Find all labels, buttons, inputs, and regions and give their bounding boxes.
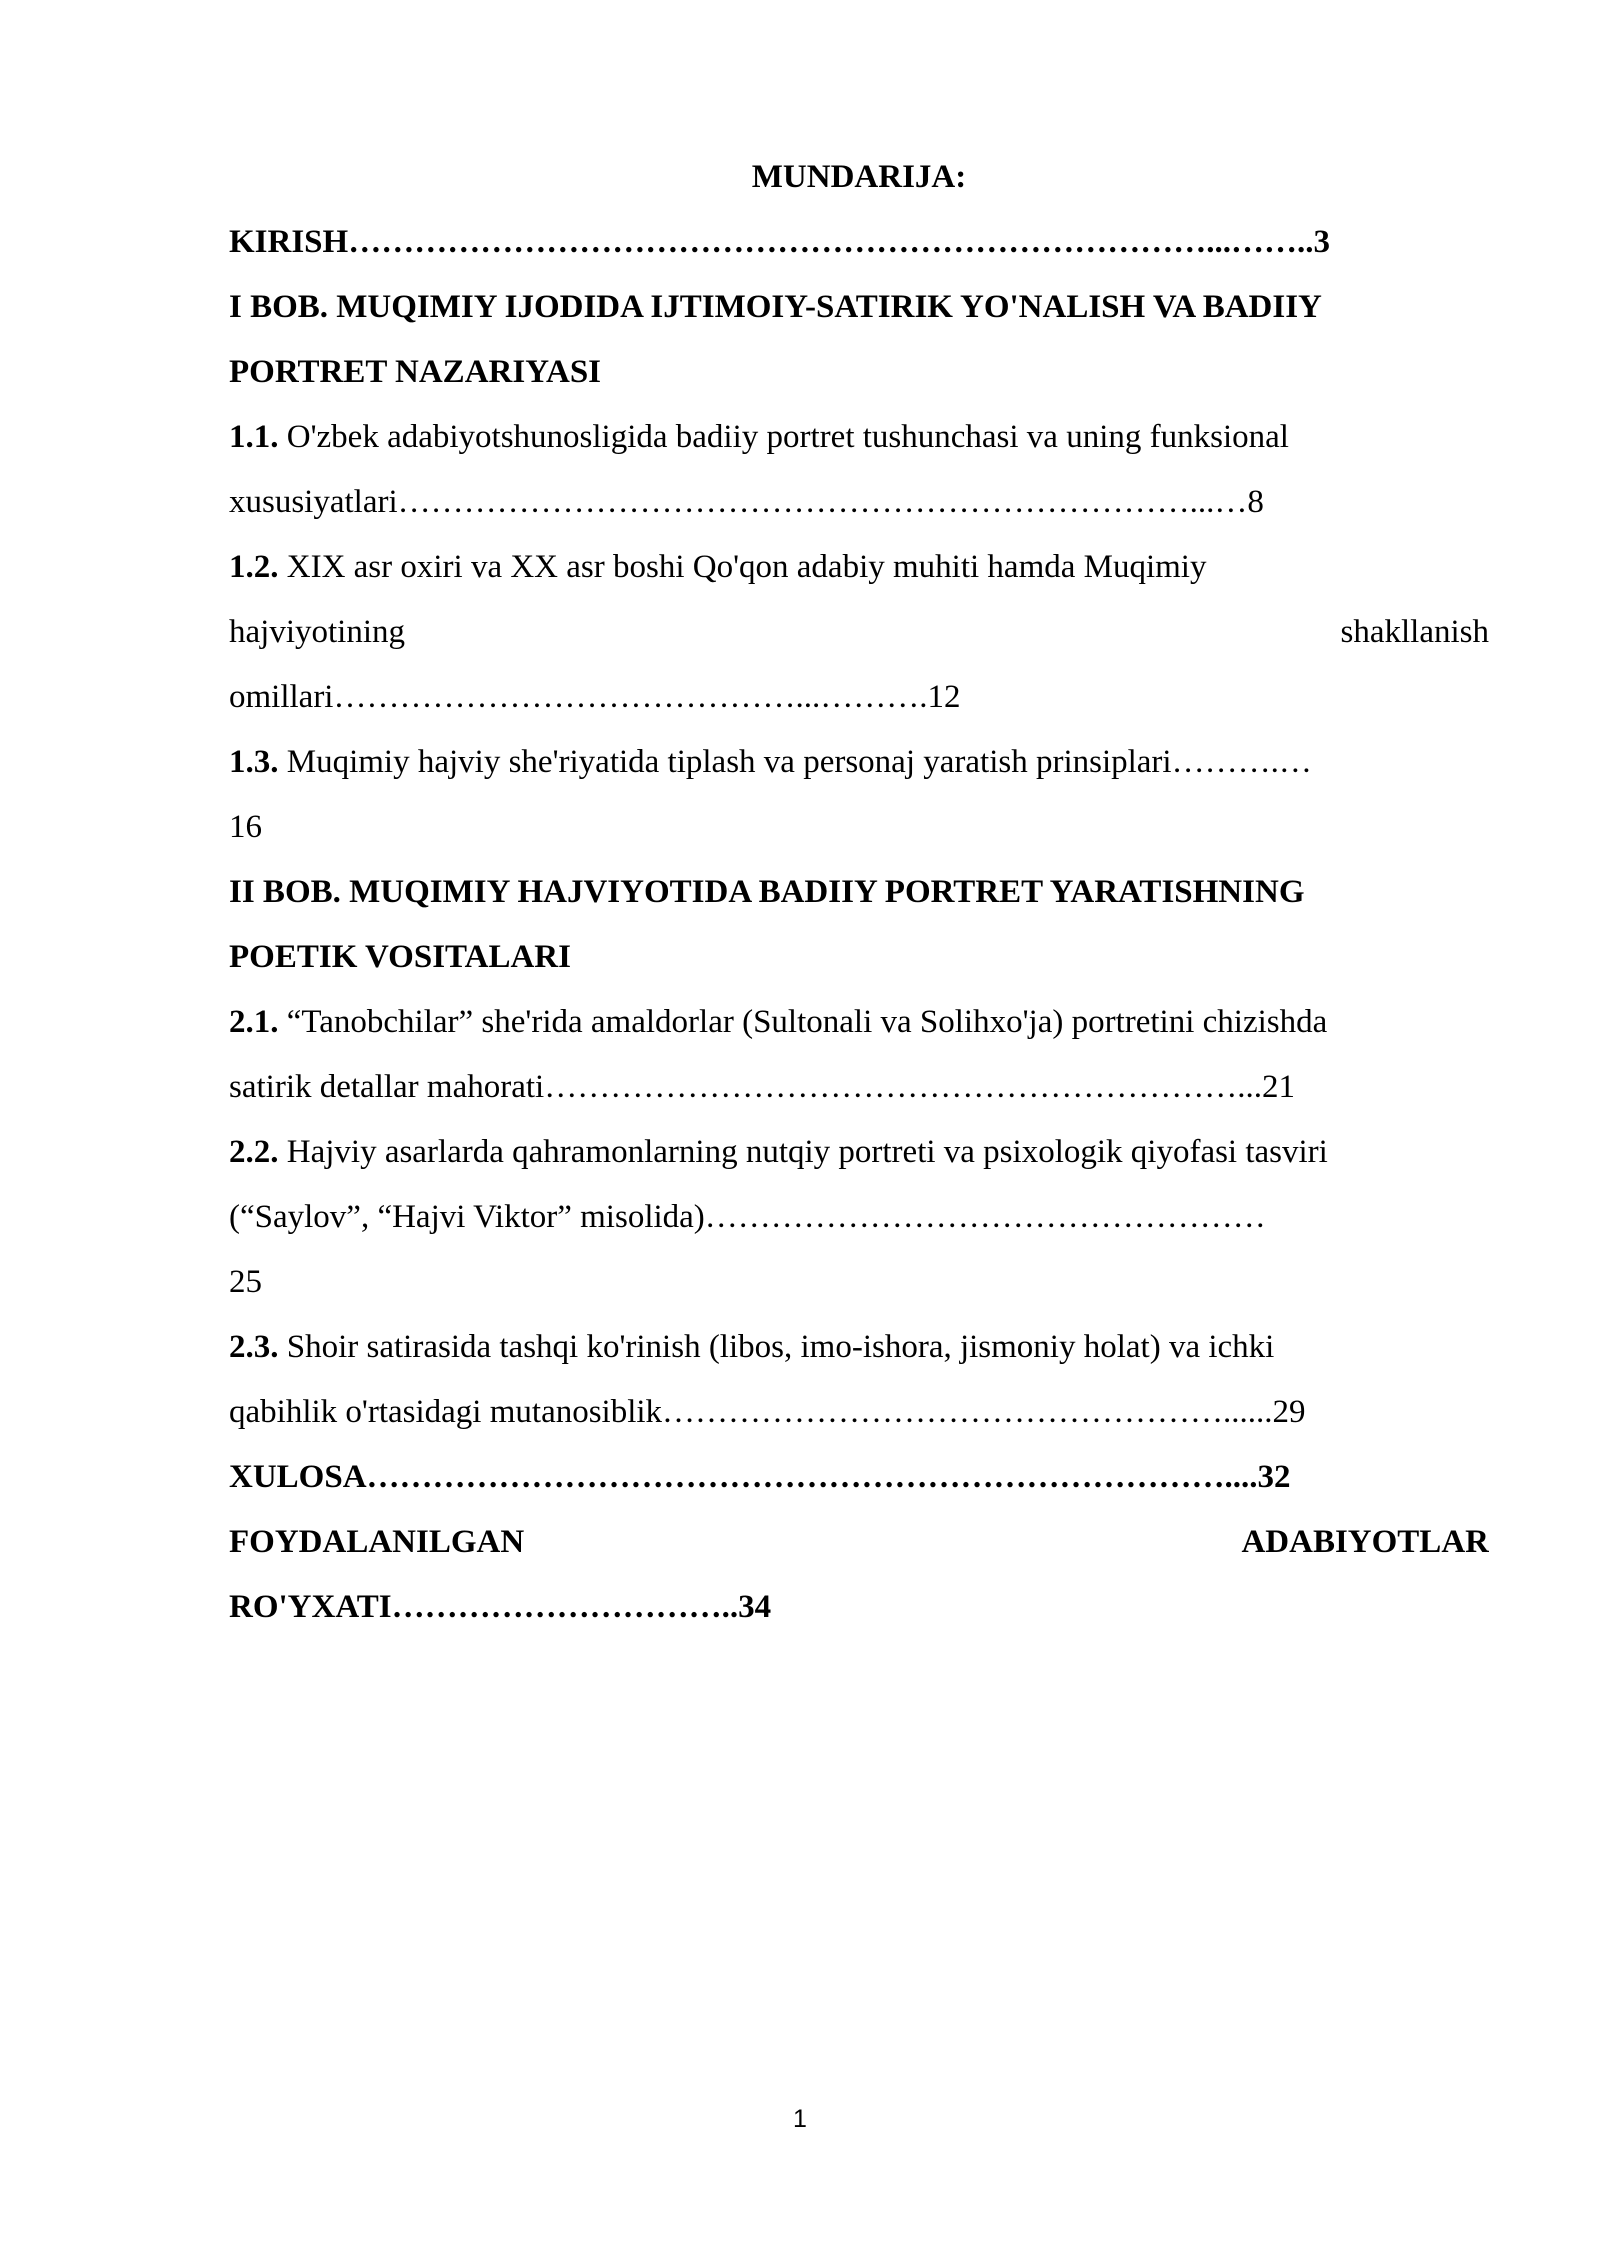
toc-entry-2-2-cont: (“Saylov”, “Hajvi Viktor” misolida)…………………………………………… bbox=[229, 1199, 1266, 1235]
toc-entry-1-2-cont bbox=[229, 600, 1489, 665]
toc-entry-2-1 bbox=[229, 990, 1489, 1055]
section-number: 1.1. bbox=[229, 419, 279, 455]
section-number: 1.2. bbox=[229, 549, 279, 585]
toc-entry-1-3 bbox=[229, 730, 1489, 795]
section-title: XIX asr oxiri va XX asr boshi Qo'qon adabiy muhiti hamda Muqimiy bbox=[278, 549, 1207, 585]
chapter-1-title-line-1: I BOB. MUQIMIY IJODIDA IJTIMOIY-SATIRIK YO'NALISH VA BADIIY bbox=[229, 289, 1322, 325]
chapter-2-title-line-2: POETIK VOSITALARI bbox=[229, 939, 571, 975]
toc-entry-1-2 bbox=[229, 535, 1489, 600]
toc-entry-2-3-cont: qabihlik o'rtasidagi mutanosiblik……………………………………………......29 bbox=[229, 1394, 1306, 1430]
section-number: 2.1. bbox=[229, 1004, 279, 1040]
table-of-contents bbox=[229, 145, 1489, 1640]
toc-entry-2-1-cont: satirik detallar mahorati………………………………………………………...21 bbox=[229, 1069, 1295, 1105]
section-number: 1.3. bbox=[229, 744, 279, 780]
section-title-word: shakllanish bbox=[1340, 614, 1489, 650]
section-title: Shoir satirasida tashqi ko'rinish (libos, imo-ishora, jismoniy holat) va ichki bbox=[278, 1329, 1275, 1365]
toc-entry-1-3-page: 16 bbox=[229, 809, 262, 845]
section-title: Hajviy asarlarda qahramonlarning nutqiy portreti va psixologik qiyofasi tasviri bbox=[278, 1134, 1328, 1170]
toc-entry-1-1-cont: xususiyatlari………………………………………………………………...…8 bbox=[229, 484, 1264, 520]
toc-entry-1-2-page: omillari……………………………………...……….12 bbox=[229, 679, 961, 715]
chapter-1-title-line-2: PORTRET NAZARIYASI bbox=[229, 354, 602, 390]
toc-entry-2-2-page: 25 bbox=[229, 1264, 262, 1300]
section-title: “Tanobchilar” she'rida amaldorlar (Sultonali va Solihxo'ja) portretini chizishda bbox=[278, 1004, 1328, 1040]
toc-entry-kirish: KIRISH……………………………………………………………………...……..3 bbox=[229, 224, 1330, 260]
section-title: Muqimiy hajviy she'riyatida tiplash va personaj yaratish prinsiplari……….… bbox=[278, 744, 1312, 780]
toc-entry-references bbox=[229, 1510, 1489, 1575]
toc-entry-xulosa: XULOSA……………………………………………………………………....32 bbox=[229, 1459, 1291, 1495]
section-title: O'zbek adabiyotshunosligida badiiy portret tushunchasi va uning funksional bbox=[278, 419, 1289, 455]
section-number: 2.2. bbox=[229, 1134, 279, 1170]
toc-entry-2-3 bbox=[229, 1315, 1489, 1380]
section-title-word: hajviyotining bbox=[229, 614, 405, 650]
references-word: FOYDALANILGAN bbox=[229, 1524, 525, 1560]
page-number: 1 bbox=[793, 2105, 807, 2133]
references-word: ADABIYOTLAR bbox=[1241, 1524, 1489, 1560]
section-number: 2.3. bbox=[229, 1329, 279, 1365]
toc-entry-1-1 bbox=[229, 405, 1489, 470]
toc-entry-2-2 bbox=[229, 1120, 1489, 1185]
toc-entry-references-page: RO'YXATI…………………………..34 bbox=[229, 1589, 772, 1625]
chapter-2-title-line-1: II BOB. MUQIMIY HAJVIYOTIDA BADIIY PORTRET YARATISHNING bbox=[229, 874, 1305, 910]
toc-heading: MUNDARIJA: bbox=[751, 159, 967, 195]
